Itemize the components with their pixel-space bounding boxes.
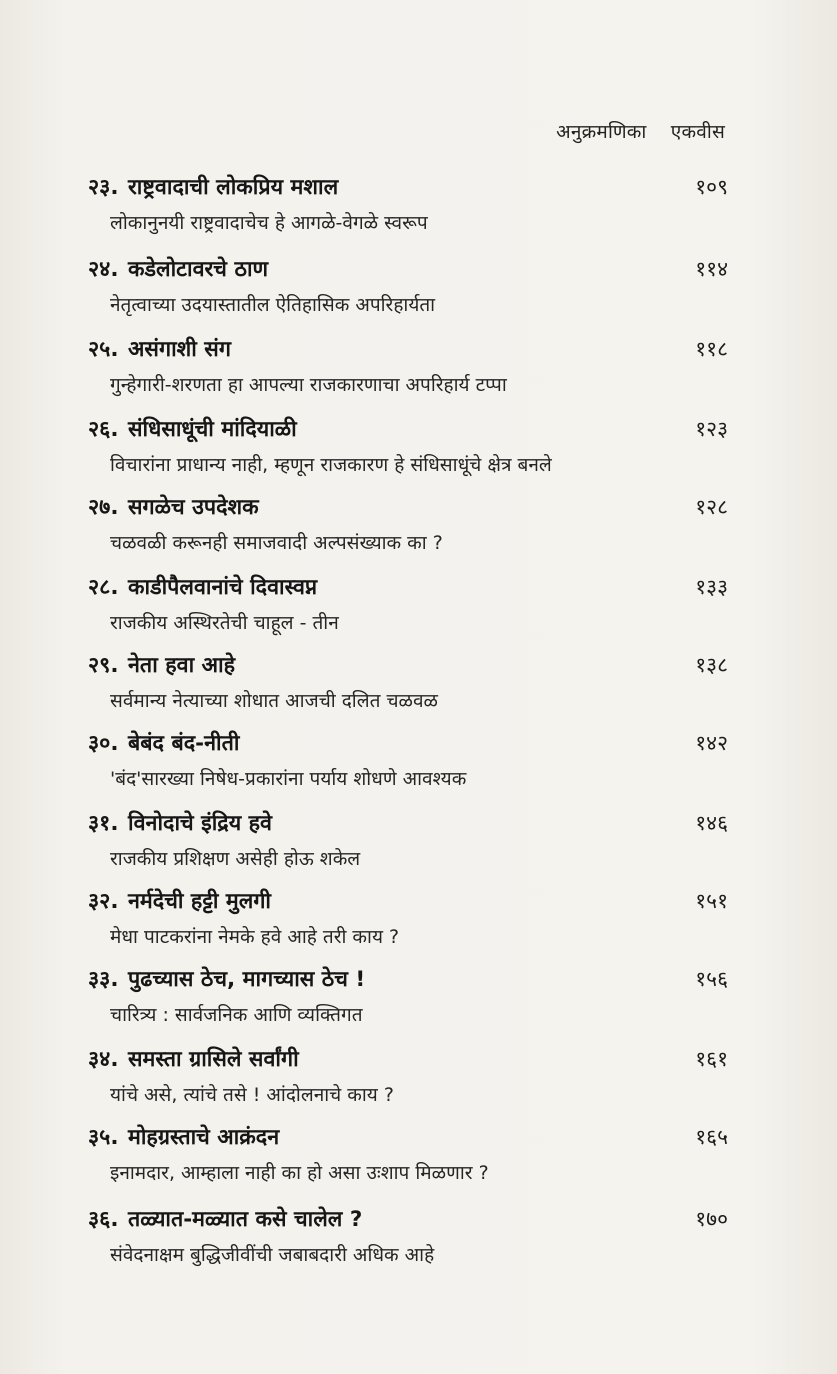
entry-subtitle: गुन्हेगारी-शरणता हा आपल्या राजकारणाचा अपरिहार्य टप्पा bbox=[110, 374, 507, 396]
entry-title: नर्मदेची हट्टी मुलगी bbox=[128, 889, 272, 914]
entry-subtitle: विचारांना प्राधान्य नाही, म्हणून राजकारण हे संधिसाधूंचे क्षेत्र बनले bbox=[110, 454, 552, 476]
entry-number: २५. bbox=[88, 337, 119, 362]
running-header bbox=[556, 118, 725, 144]
entry-page-number: १४६ bbox=[695, 811, 728, 835]
entry-title: पुढच्यास ठेच, मागच्यास ठेच ! bbox=[128, 967, 366, 992]
entry-page-number: १५१ bbox=[695, 889, 728, 913]
entry-title: मोहग्रस्ताचे आक्रंदन bbox=[128, 1125, 280, 1150]
entry-page-number: १७० bbox=[695, 1207, 728, 1231]
toc-entry bbox=[88, 808, 728, 871]
entry-page-number: १४२ bbox=[695, 731, 728, 755]
entry-title: विनोदाचे इंद्रिय हवे bbox=[128, 811, 273, 836]
entry-number: २९. bbox=[88, 653, 119, 678]
entry-subtitle: यांचे असे, त्यांचे तसे ! आंदोलनाचे काय ? bbox=[110, 1084, 394, 1106]
entry-subtitle: राजकीय अस्थिरतेची चाहूल - तीन bbox=[110, 612, 339, 634]
entry-heading bbox=[88, 1204, 362, 1233]
entry-heading bbox=[88, 572, 317, 601]
entry-number: ३४. bbox=[88, 1047, 119, 1072]
entry-page-number: १२८ bbox=[695, 495, 728, 519]
entry-title: कडेलोटावरचे ठाण bbox=[128, 257, 269, 282]
entry-title: संधिसाधूंची मांदियाळी bbox=[128, 417, 297, 442]
entry-title: समस्ता ग्रासिले सर्वांगी bbox=[128, 1047, 299, 1072]
toc-entry bbox=[88, 254, 728, 317]
entry-page-number: १०९ bbox=[695, 175, 728, 199]
toc-entry bbox=[88, 334, 728, 397]
entry-number: ३३. bbox=[88, 967, 119, 992]
entry-subtitle: चारित्र्य : सार्वजनिक आणि व्यक्तिगत bbox=[110, 1004, 363, 1026]
entry-heading bbox=[88, 334, 231, 363]
entry-number: २७. bbox=[88, 495, 119, 520]
entry-number: ३०. bbox=[88, 731, 119, 756]
entry-heading bbox=[88, 172, 338, 201]
entry-heading bbox=[88, 254, 268, 283]
header-folio: एकवीस bbox=[670, 121, 725, 143]
toc-entry bbox=[88, 1122, 728, 1185]
entry-title: राष्ट्रवादाची लोकप्रिय मशाल bbox=[128, 175, 339, 200]
toc-entry bbox=[88, 650, 728, 713]
toc-entry bbox=[88, 172, 728, 235]
toc-entry bbox=[88, 886, 728, 949]
entry-heading bbox=[88, 808, 272, 837]
entry-page-number: १५६ bbox=[695, 967, 728, 991]
entry-page-number: १६५ bbox=[695, 1125, 728, 1149]
entry-number: २३. bbox=[88, 175, 119, 200]
entry-number: ३१. bbox=[88, 811, 119, 836]
entry-subtitle: इनामदार, आम्हाला नाही का हो असा उःशाप मिळणार ? bbox=[110, 1162, 489, 1184]
toc-entry bbox=[88, 414, 728, 477]
toc-entry bbox=[88, 1044, 728, 1107]
toc-entry bbox=[88, 572, 728, 635]
entry-title: नेता हवा आहे bbox=[128, 653, 236, 678]
entry-subtitle: मेधा पाटकरांना नेमके हवे आहे तरी काय ? bbox=[110, 926, 400, 948]
toc-entry bbox=[88, 492, 728, 555]
entry-page-number: १६१ bbox=[695, 1047, 728, 1071]
entry-subtitle: लोकानुनयी राष्ट्रवादाचेच हे आगळे-वेगळे स्वरूप bbox=[110, 212, 428, 234]
entry-title: काडीपैलवानांचे दिवास्वप्न bbox=[128, 575, 318, 600]
entry-number: २८. bbox=[88, 575, 119, 600]
toc-entry bbox=[88, 728, 728, 791]
entry-page-number: १३३ bbox=[695, 575, 728, 599]
entry-heading bbox=[88, 728, 239, 757]
entry-heading bbox=[88, 414, 297, 443]
entry-number: ३५. bbox=[88, 1125, 119, 1150]
entry-heading bbox=[88, 650, 235, 679]
entry-heading bbox=[88, 964, 365, 993]
entry-page-number: ११४ bbox=[695, 257, 728, 281]
entry-subtitle: सर्वमान्य नेत्याच्या शोधात आजची दलित चळवळ bbox=[110, 690, 438, 712]
entry-heading bbox=[88, 1122, 279, 1151]
entry-page-number: ११८ bbox=[695, 337, 728, 361]
entry-subtitle: 'बंद'सारख्या निषेध-प्रकारांना पर्याय शोधणे आवश्यक bbox=[110, 768, 467, 790]
entry-subtitle: चळवळी करूनही समाजवादी अल्पसंख्याक का ? bbox=[110, 532, 443, 554]
entry-title: बेबंद बंद-नीती bbox=[128, 731, 240, 756]
entry-title: तळ्यात-मळ्यात कसे चालेल ? bbox=[128, 1207, 363, 1232]
entry-subtitle: संवेदनाक्षम बुद्धिजीवींची जबाबदारी अधिक आहे bbox=[110, 1244, 435, 1266]
entry-page-number: १३८ bbox=[695, 653, 728, 677]
entry-heading bbox=[88, 492, 259, 521]
entry-subtitle: नेतृत्वाच्या उदयास्तातील ऐतिहासिक अपरिहार्यता bbox=[110, 294, 436, 316]
entry-title: असंगाशी संग bbox=[128, 337, 231, 362]
entry-title: सगळेच उपदेशक bbox=[128, 495, 259, 520]
entry-number: २६. bbox=[88, 417, 119, 442]
toc-entry bbox=[88, 1204, 728, 1267]
entry-number: ३६. bbox=[88, 1207, 119, 1232]
header-section-title: अनुक्रमणिका bbox=[556, 121, 647, 143]
entry-heading bbox=[88, 1044, 299, 1073]
entry-subtitle: राजकीय प्रशिक्षण असेही होऊ शकेल bbox=[110, 848, 361, 870]
entry-number: ३२. bbox=[88, 889, 119, 914]
entry-number: २४. bbox=[88, 257, 119, 282]
entry-heading bbox=[88, 886, 271, 915]
entry-page-number: १२३ bbox=[695, 417, 728, 441]
toc-entry bbox=[88, 964, 728, 1027]
